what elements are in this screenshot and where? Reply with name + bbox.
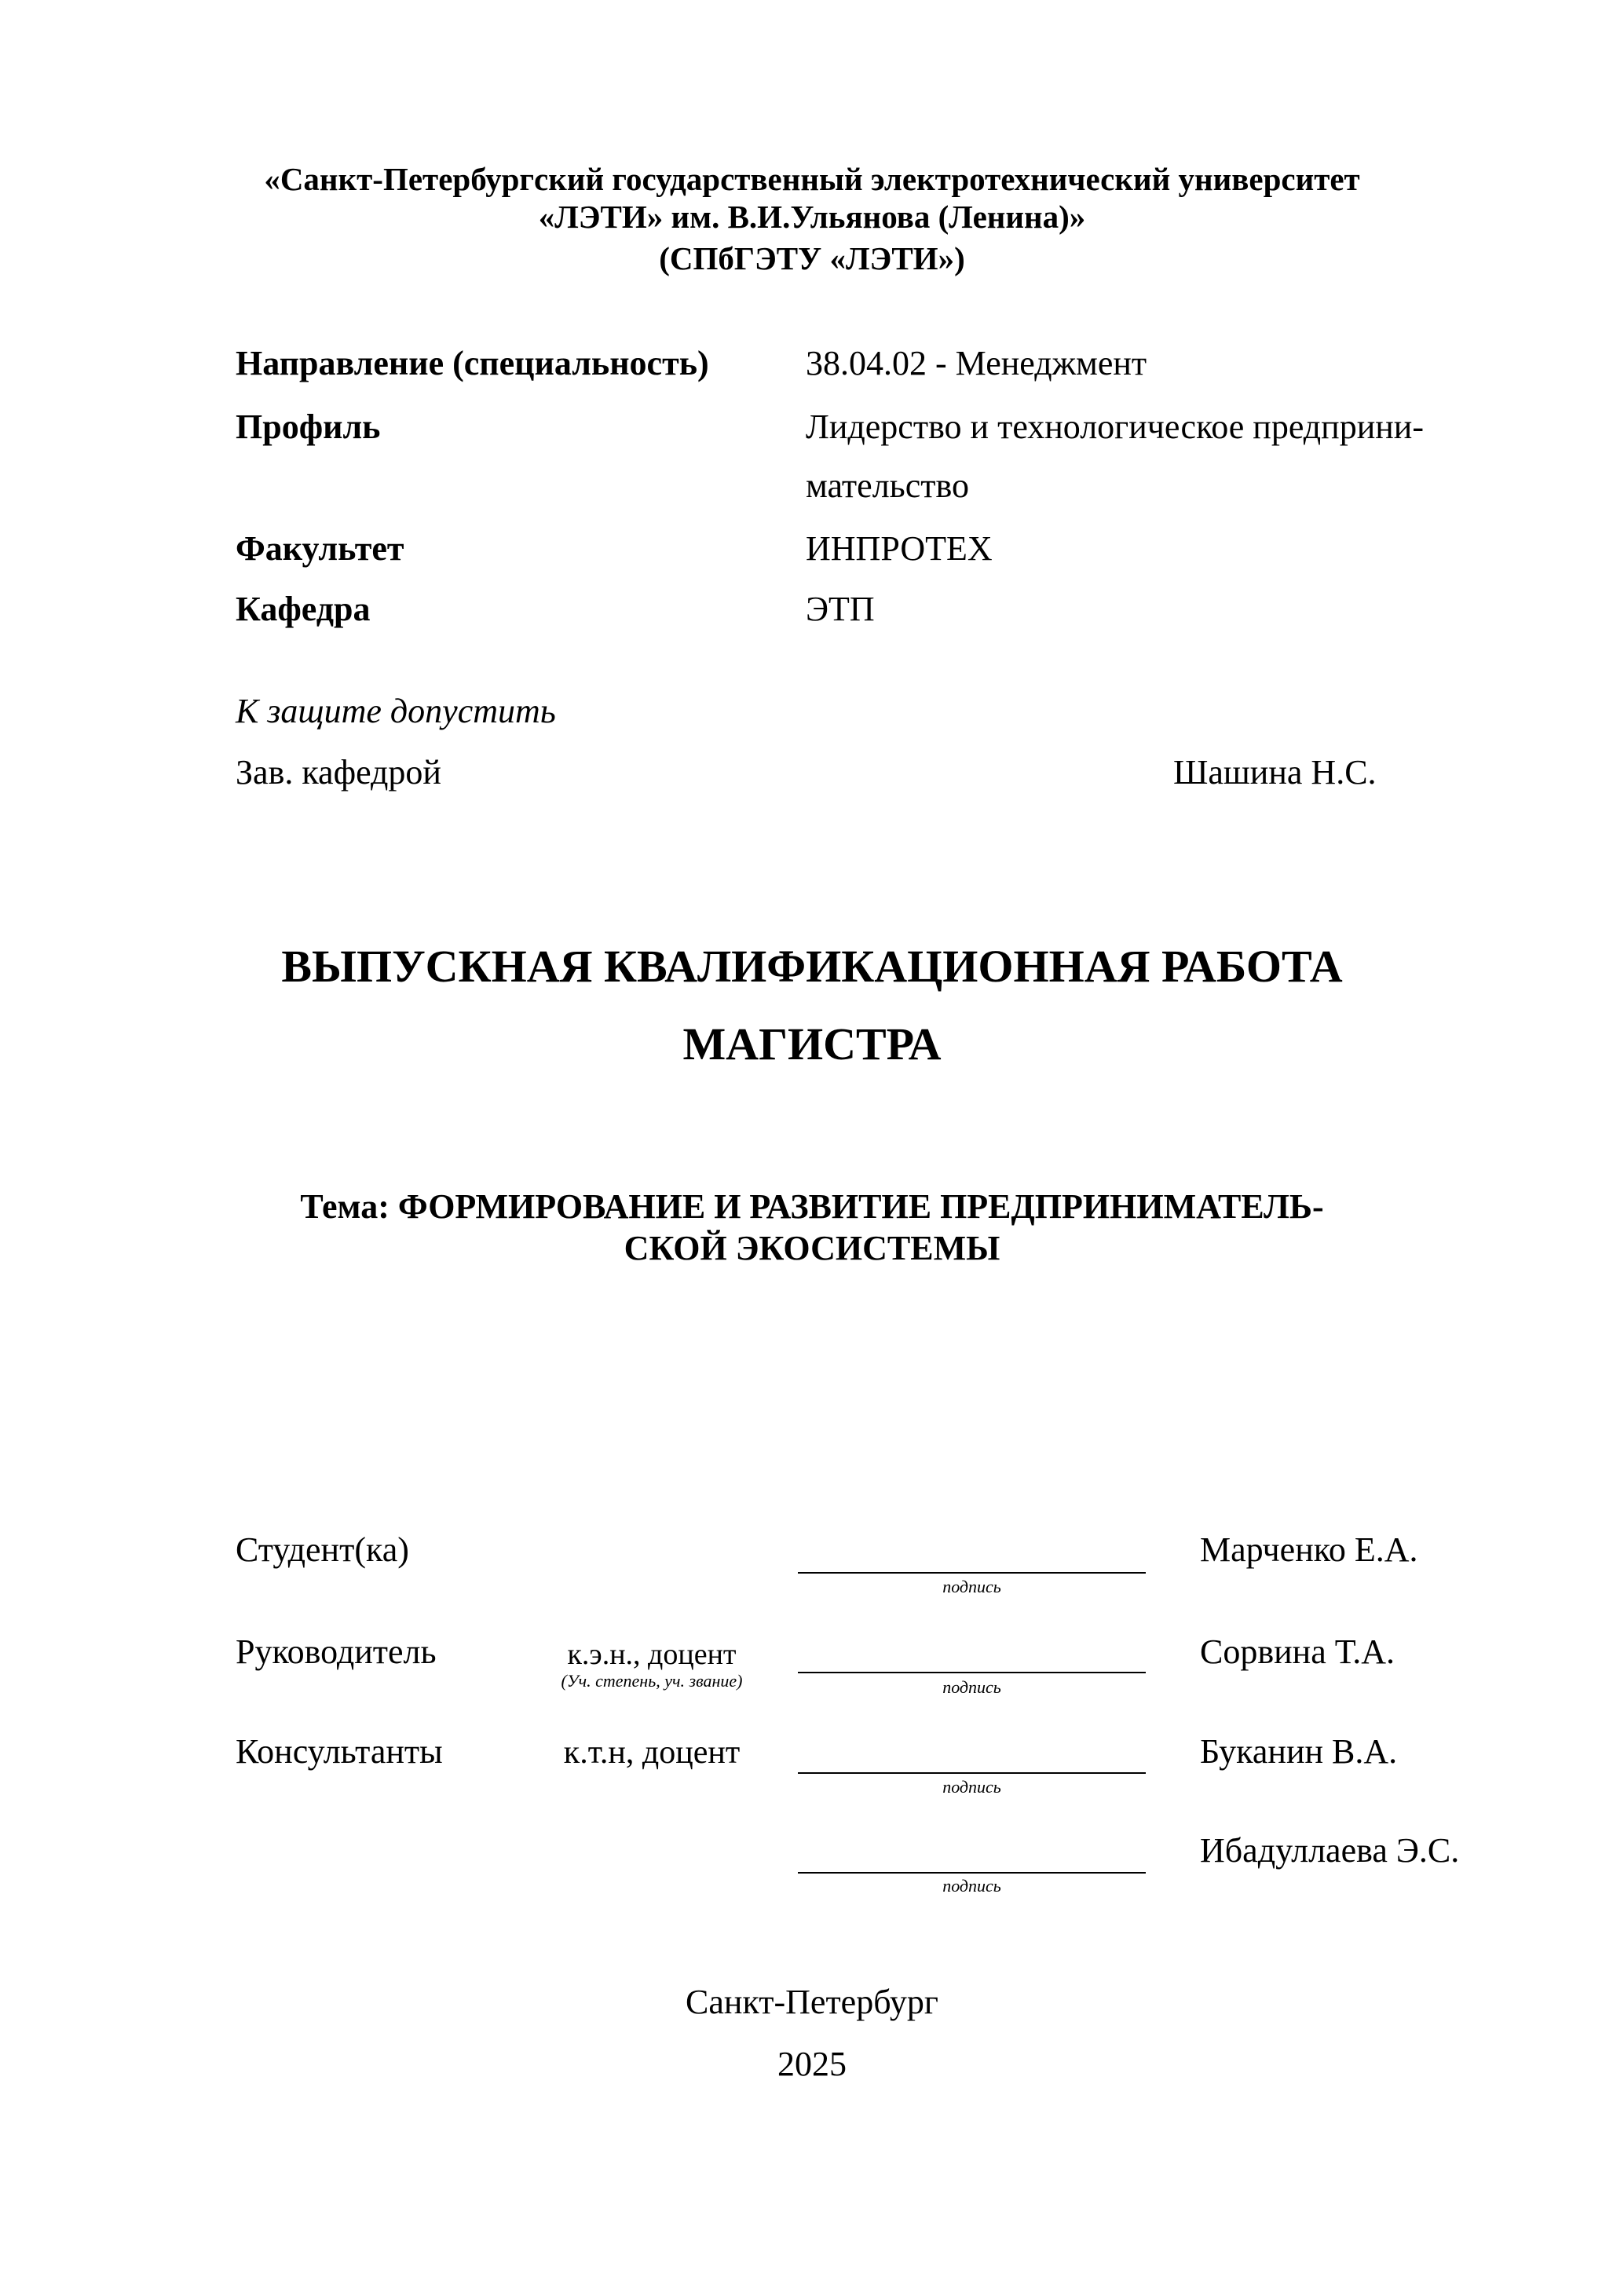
student-name: Марченко Е.А. xyxy=(1200,1530,1418,1569)
consultant1-signature-caption: подпись xyxy=(942,1777,1001,1797)
supervisor-signature-caption: подпись xyxy=(942,1677,1001,1697)
direction-label: Направление (специальность) xyxy=(236,344,709,382)
consultant1-signature-line xyxy=(798,1772,1146,1774)
university-name-line2: «ЛЭТИ» им. В.И.Ульянова (Ленина)» xyxy=(538,199,1086,235)
profile-value: Лидерство и технологическое предприни- xyxy=(806,408,1424,446)
approval-note: К защите допустить xyxy=(236,692,556,730)
consultant2-signature-caption: подпись xyxy=(942,1876,1001,1896)
consultants-label: Консультанты xyxy=(236,1732,443,1771)
consultant2-signature-line xyxy=(798,1872,1146,1874)
faculty-label: Факультет xyxy=(236,529,404,568)
document-title-line2: МАГИСТРА xyxy=(682,1018,942,1069)
supervisor-name: Сорвина Т.А. xyxy=(1200,1632,1395,1671)
year: 2025 xyxy=(777,2045,847,2083)
degree-caption: (Уч. степень, уч. звание) xyxy=(561,1671,743,1691)
student-signature-caption: подпись xyxy=(942,1577,1001,1596)
student-signature-line xyxy=(798,1572,1146,1574)
department-value: ЭТП xyxy=(806,590,875,628)
profile-value-cont: мательство xyxy=(806,466,969,505)
theme-line1: Тема: ФОРМИРОВАНИЕ И РАЗВИТИЕ ПРЕДПРИНИМАТЕЛЬ- xyxy=(300,1187,1324,1226)
university-abbreviation: (СПбГЭТУ «ЛЭТИ») xyxy=(659,240,965,276)
supervisor-degree: к.э.н., доцент xyxy=(567,1638,737,1671)
consultant1-name: Буканин В.А. xyxy=(1200,1732,1398,1771)
head-of-department-name: Шашина Н.С. xyxy=(1173,753,1377,792)
document-title-line1: ВЫПУСКНАЯ КВАЛИФИКАЦИОННАЯ РАБОТА xyxy=(281,941,1343,992)
supervisor-signature-line xyxy=(798,1672,1146,1673)
theme-line2: СКОЙ ЭКОСИСТЕМЫ xyxy=(624,1229,1000,1267)
department-label: Кафедра xyxy=(236,590,371,628)
university-name-line1: «Санкт-Петербургский государственный электротехнический университет xyxy=(264,161,1360,197)
profile-label: Профиль xyxy=(236,408,381,446)
faculty-value: ИНПРОТЕХ xyxy=(806,529,993,568)
consultant2-name: Ибадуллаева Э.С. xyxy=(1200,1831,1460,1870)
direction-value: 38.04.02 - Менеджмент xyxy=(806,344,1147,382)
student-label: Студент(ка) xyxy=(236,1530,409,1569)
supervisor-label: Руководитель xyxy=(236,1632,437,1671)
consultant-degree: к.т.н, доцент xyxy=(563,1735,741,1771)
city: Санкт-Петербург xyxy=(686,1983,938,2021)
head-of-department-label: Зав. кафедрой xyxy=(236,753,441,792)
